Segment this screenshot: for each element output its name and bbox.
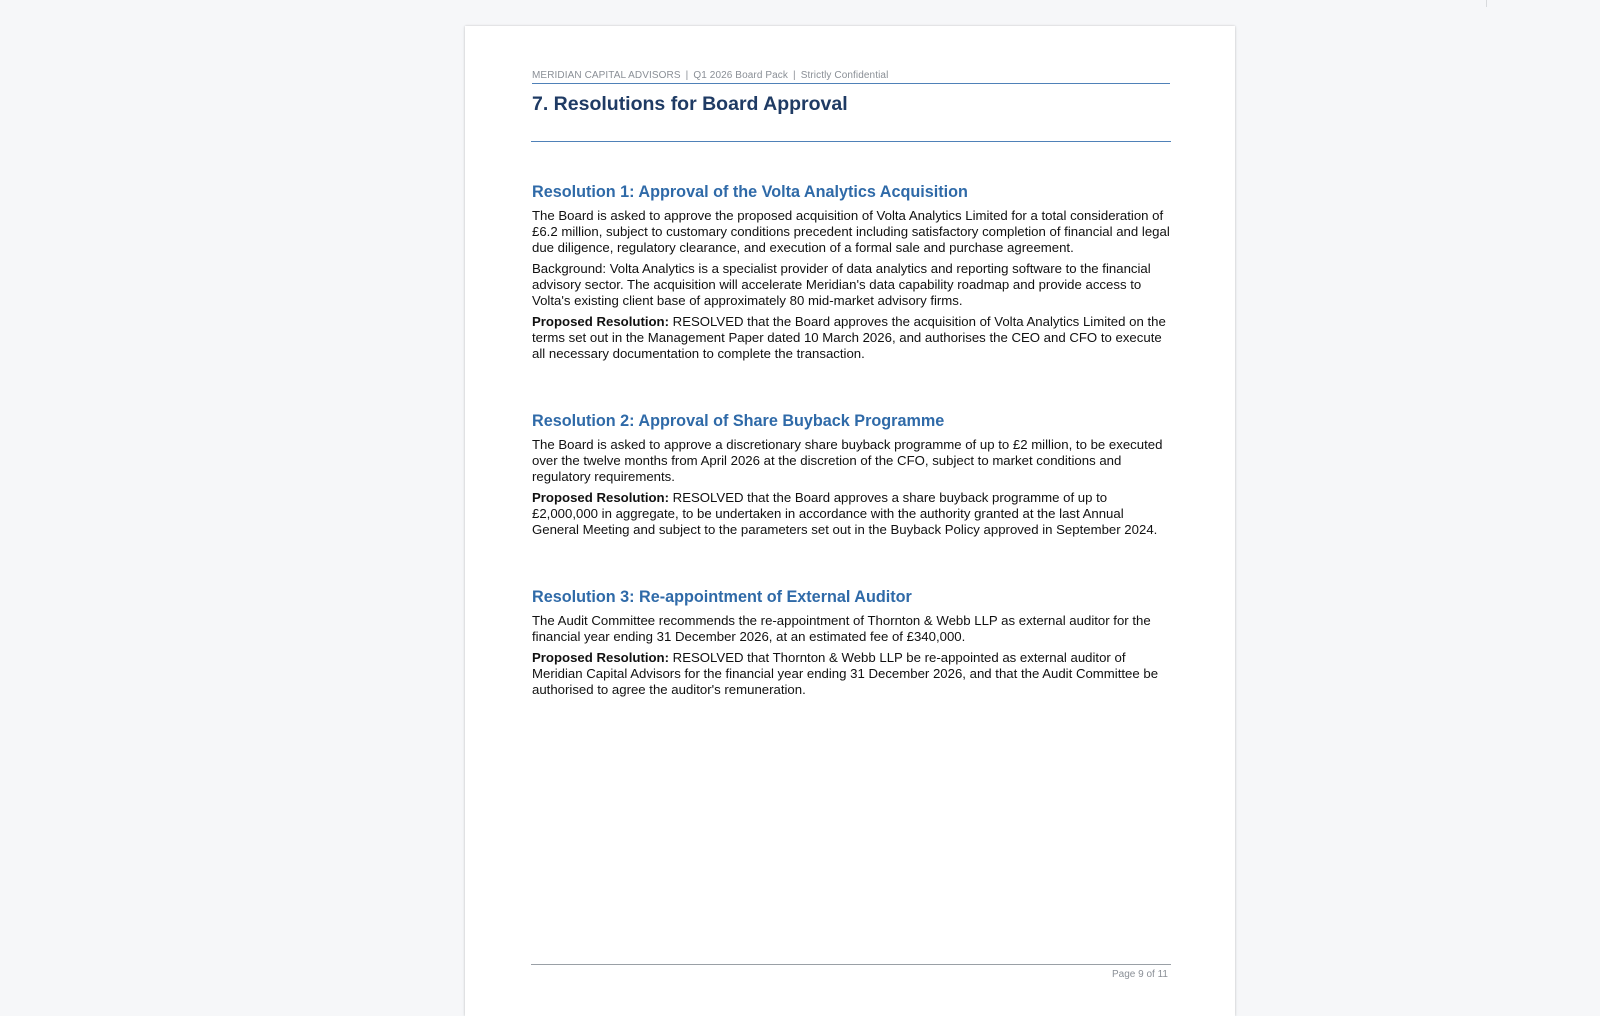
running-header (532, 70, 888, 81)
proposed-resolution-text: RESOLVED that Thornton & Webb LLP be re-appointed as external auditor of Meridian Capital Advisors for the financial year ending 31 December 2026, and that the Audit Committee be authorised to agree the auditor's remuneration. (532, 650, 1159, 697)
proposed-resolution-label: Proposed Resolution: (532, 490, 670, 505)
header-rule (532, 83, 1170, 84)
resolution-intro: The Board is asked to approve a discretionary share buyback programme of up to £2 million, to be executed over the twelve months from April 2026 at the discretion of the CFO, subject to market conditions and regulatory requirements. (532, 437, 1163, 484)
header-classification: Strictly Confidential (800, 70, 889, 81)
resolution-intro: The Board is asked to approve the proposed acquisition of Volta Analytics Limited for a total consideration of £6.2 million, subject to customary conditions precedent including satisfactory completion of financial and legal due diligence, regulatory clearance, and execution of a formal sale and purchase agreement. (532, 208, 1170, 255)
resolution-1 (532, 181, 1172, 367)
proposed-resolution-label: Proposed Resolution: (532, 650, 670, 665)
resolution-2 (532, 410, 1172, 543)
proposed-resolution-label: Proposed Resolution: (532, 314, 670, 329)
footer-rule (531, 964, 1171, 965)
resolution-3 (532, 586, 1172, 703)
resolution-heading: Resolution 3: Re-appointment of External Auditor (532, 588, 912, 606)
proposed-resolution-text: RESOLVED that the Board approves the acquisition of Volta Analytics Limited on the terms set out in the Management Paper dated 10 March 2026, and authorises the CEO and CFO to execute all necessary documentation to complete the transaction. (532, 314, 1166, 361)
resolution-background: Background: Volta Analytics is a specialist provider of data analytics and reporting software to the financial advisory sector. The acquisition will accelerate Meridian's data capability roadmap and provide access to Volta's existing client base of approximately 80 mid-market advisory firms. (532, 261, 1151, 308)
proposed-resolution-text: RESOLVED that the Board approves a share buyback programme of up to £2,000,000 in aggregate, to be undertaken in accordance with the authority granted at the last Annual General Meeting and subject to the parameters set out in the Buyback Policy approved in September 2024. (532, 490, 1158, 537)
proposed-resolution (532, 314, 1172, 362)
header-separator: | (793, 70, 796, 81)
header-pack: Q1 2026 Board Pack (693, 70, 788, 81)
resolution-heading: Resolution 2: Approval of Share Buyback Programme (532, 412, 945, 430)
toolbar-divider (1486, 0, 1487, 7)
resolution-intro: The Audit Committee recommends the re-appointment of Thornton & Webb LLP as external auditor for the financial year ending 31 December 2026, at an estimated fee of £340,000. (532, 613, 1151, 644)
header-separator: | (685, 70, 689, 81)
document-page (465, 26, 1235, 1016)
title-rule (531, 141, 1171, 142)
resolution-heading: Resolution 1: Approval of the Volta Analytics Acquisition (532, 183, 968, 201)
section-title: 7. Resolutions for Board Approval (532, 93, 848, 115)
page-number: Page 9 of 11 (1112, 969, 1168, 980)
proposed-resolution (532, 490, 1172, 538)
header-company: MERIDIAN CAPITAL ADVISORS (532, 70, 681, 81)
proposed-resolution (532, 650, 1172, 698)
